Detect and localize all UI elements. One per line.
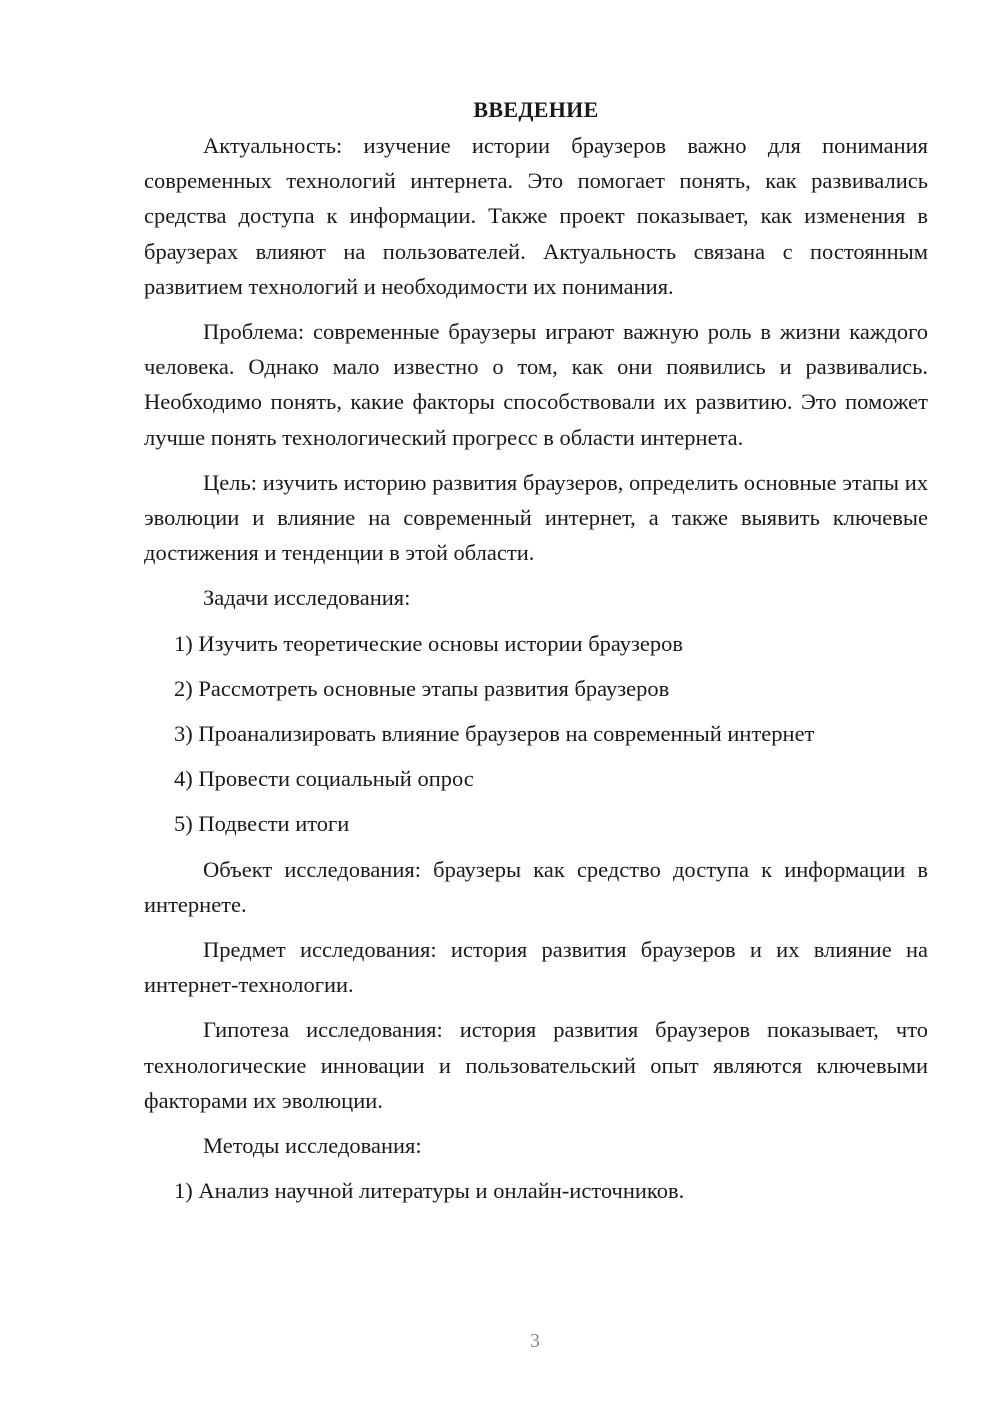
- paragraph-problem: Проблема: современные браузеры играют важную роль в жизни каждого человека. Однако мало известно о том, как они появились и развивались. Необходимо понять, какие факторы способствовали их развитию. Это поможет лучше понять технологический прогресс в области интернета.: [144, 319, 928, 450]
- paragraph-goal: Цель: изучить историю развития браузеров, определить основные этапы их эволюции и влияние на современный интернет, а также выявить ключевые достижения и тенденции в этой области.: [144, 469, 928, 566]
- list-item: 5) Подвести итоги: [174, 811, 350, 837]
- list-item: 4) Провести социальный опрос: [174, 766, 474, 792]
- tasks-heading: Задачи исследования:: [203, 585, 411, 611]
- methods-list: [144, 1173, 928, 1208]
- list-item: 1) Анализ научной литературы и онлайн-источников.: [174, 1178, 685, 1204]
- list-item: 3) Проанализировать влияние браузеров на современный интернет: [174, 721, 815, 747]
- paragraph-relevance: Актуальность: изучение истории браузеров важно для понимания современных технологий интернета. Это помогает понять, как развивались средства доступа к информации. Также проект показывает, как изменения в браузерах влияют на пользователей. Актуальность связана с постоянным развитием технологий и необходимости их понимания.: [144, 133, 928, 299]
- list-item: 1) Изучить теоретические основы истории браузеров: [174, 630, 683, 656]
- document-page: [144, 92, 928, 1218]
- page-number: 3: [530, 1330, 540, 1352]
- paragraph-subject: Предмет исследования: история развития браузеров и их влияние на интернет-технологии.: [144, 937, 928, 998]
- methods-heading: Методы исследования:: [203, 1133, 422, 1159]
- list-item: 2) Рассмотреть основные этапы развития браузеров: [174, 675, 670, 701]
- paragraph-hypothesis: Гипотеза исследования: история развития браузеров показывает, что технологические инновации и пользовательский опыт являются ключевыми факторами их эволюции.: [144, 1017, 928, 1113]
- paragraph-object: Объект исследования: браузеры как средство доступа к информации в интернете.: [144, 856, 928, 917]
- tasks-list: [144, 626, 928, 842]
- page-title: ВВЕДЕНИЕ: [473, 97, 599, 122]
